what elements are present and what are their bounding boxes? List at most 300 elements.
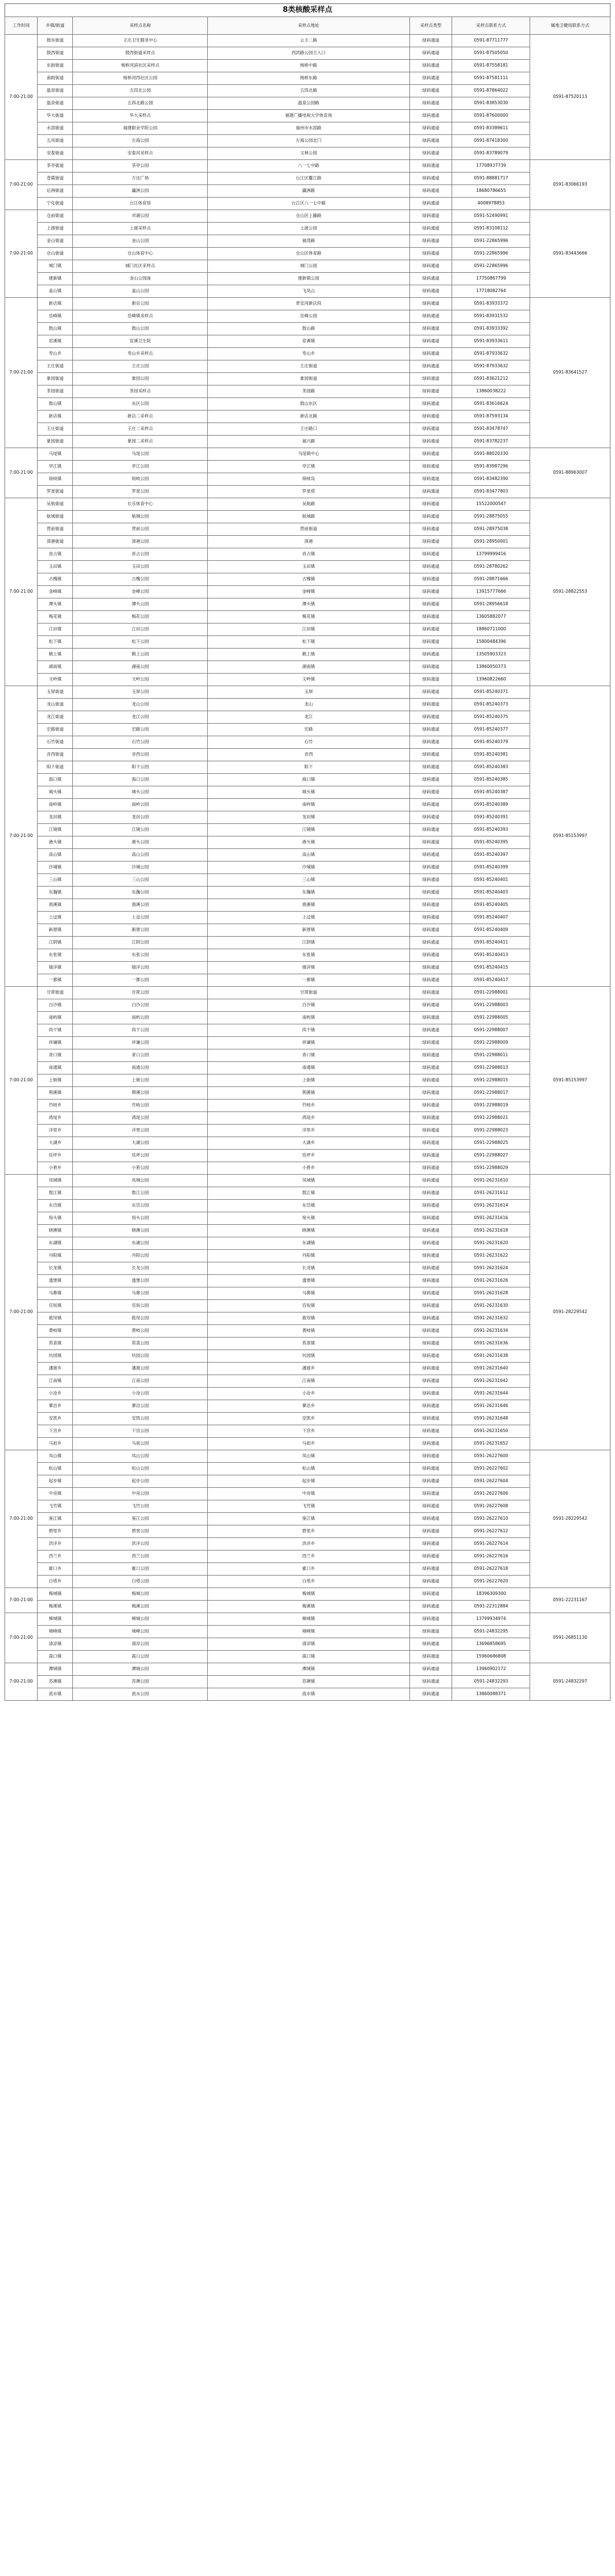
site-address-cell: 透堡镇 bbox=[207, 1275, 409, 1287]
site-address-cell: 丹阳镇 bbox=[207, 1250, 409, 1262]
town-cell: 茶园街道 bbox=[38, 385, 73, 398]
site-type-cell: 绿码通道 bbox=[409, 1676, 452, 1688]
town-cell: 凤城镇 bbox=[38, 1175, 73, 1187]
site-name-cell: 文岭公园 bbox=[73, 674, 207, 686]
table-row bbox=[5, 824, 610, 836]
site-address-cell: 南通镇 bbox=[207, 1062, 409, 1074]
town-cell: 玉屏街道 bbox=[38, 686, 73, 699]
site-name-cell: 城门社区采样点 bbox=[73, 260, 207, 273]
site-phone-cell: 0591-26231644 bbox=[452, 1388, 530, 1400]
site-phone-cell: 0591-26231610 bbox=[452, 1175, 530, 1187]
site-type-cell: 绿码通道 bbox=[409, 473, 452, 486]
site-name-cell: 潘渡公园 bbox=[73, 1363, 207, 1375]
site-name-cell: 一都公园 bbox=[73, 974, 207, 987]
site-phone-cell: 0591-85240389 bbox=[452, 799, 530, 811]
site-name-cell: 敖江公园 bbox=[73, 1187, 207, 1200]
table-row bbox=[5, 511, 610, 523]
town-cell: 鸿尾乡 bbox=[38, 1112, 73, 1125]
site-name-cell: 航城公园 bbox=[73, 511, 207, 523]
site-phone-cell: 13799999416 bbox=[452, 548, 530, 561]
site-type-cell: 绿码通道 bbox=[409, 160, 452, 173]
site-address-cell: 茶园路 bbox=[207, 385, 409, 398]
site-type-cell: 绿码通道 bbox=[409, 661, 452, 674]
site-phone-cell: 0591-22865996 bbox=[452, 260, 530, 273]
site-type-cell: 绿码通道 bbox=[409, 1363, 452, 1375]
table-row bbox=[5, 924, 610, 937]
table-row bbox=[5, 1338, 610, 1350]
site-phone-cell: 0591-83108112 bbox=[452, 223, 530, 235]
site-type-cell: 绿码通道 bbox=[409, 836, 452, 849]
town-cell: 西兰乡 bbox=[38, 1550, 73, 1563]
town-cell: 马尾镇 bbox=[38, 448, 73, 461]
site-name-cell: 五四北路公园 bbox=[73, 97, 207, 110]
town-cell: 岳峰镇 bbox=[38, 310, 73, 323]
work-time-cell: 7:00-21:00 bbox=[5, 1588, 38, 1613]
site-phone-cell: 0591-28956618 bbox=[452, 598, 530, 611]
site-phone-cell: 0591-87418300 bbox=[452, 135, 530, 147]
site-phone-cell: 17708937739 bbox=[452, 160, 530, 173]
site-name-cell: 梅溪公园 bbox=[73, 1601, 207, 1613]
site-phone-cell: 0591-22988019 bbox=[452, 1100, 530, 1112]
table-row bbox=[5, 198, 610, 210]
town-cell: 象园街道 bbox=[38, 436, 73, 448]
site-type-cell: 绿码通道 bbox=[409, 987, 452, 999]
site-phone-cell: 0591-83389611 bbox=[452, 122, 530, 135]
site-name-cell: 潭头公园 bbox=[73, 598, 207, 611]
site-name-cell: 荆溪公园 bbox=[73, 1087, 207, 1100]
town-cell: 文岭镇 bbox=[38, 674, 73, 686]
site-phone-cell: 0591-26231632 bbox=[452, 1312, 530, 1325]
site-phone-cell: 0591-83616624 bbox=[452, 398, 530, 411]
table-row bbox=[5, 611, 610, 624]
site-type-cell: 绿码通道 bbox=[409, 1062, 452, 1074]
site-name-cell: 江南公园 bbox=[73, 1375, 207, 1388]
site-address-cell: 瀛洲路 bbox=[207, 185, 409, 198]
site-phone-cell: 0591-26227620 bbox=[452, 1576, 530, 1588]
site-phone-cell: 13505903323 bbox=[452, 649, 530, 661]
site-name-cell: 鹤上公园 bbox=[73, 649, 207, 661]
table-row bbox=[5, 1463, 610, 1475]
site-name-cell: 万达广场 bbox=[73, 173, 207, 185]
site-name-cell: 王庄公园 bbox=[73, 360, 207, 373]
site-address-cell: 南岭镇 bbox=[207, 799, 409, 811]
site-type-cell: 绿码通道 bbox=[409, 1601, 452, 1613]
site-type-cell: 绿码通道 bbox=[409, 1413, 452, 1425]
site-phone-cell: 0591-85240395 bbox=[452, 836, 530, 849]
site-phone-cell: 0591-26227602 bbox=[452, 1463, 530, 1475]
site-address-cell: 小沧乡 bbox=[207, 1388, 409, 1400]
table-row bbox=[5, 987, 610, 999]
site-type-cell: 绿码通道 bbox=[409, 260, 452, 273]
site-address-cell: 潭城镇 bbox=[207, 1663, 409, 1676]
site-type-cell: 绿码通道 bbox=[409, 636, 452, 649]
site-name-cell: 寿山乡采样点 bbox=[73, 348, 207, 360]
site-type-cell: 绿码通道 bbox=[409, 1250, 452, 1262]
site-address-cell: 杨桥东路 bbox=[207, 72, 409, 85]
site-name-cell: 飞竹公园 bbox=[73, 1500, 207, 1513]
health-bureau-phone-cell: 0591-28229542 bbox=[530, 1450, 610, 1588]
table-row bbox=[5, 1275, 610, 1287]
site-phone-cell: 0591-85240411 bbox=[452, 937, 530, 949]
site-name-cell: 清凉公园 bbox=[73, 1638, 207, 1651]
site-name-cell: 大湖公园 bbox=[73, 1137, 207, 1150]
town-cell: 安凯乡 bbox=[38, 1413, 73, 1425]
site-type-cell: 绿码通道 bbox=[409, 235, 452, 248]
site-type-cell: 绿码通道 bbox=[409, 135, 452, 147]
table-row bbox=[5, 348, 610, 360]
site-name-cell: 长龙公园 bbox=[73, 1262, 207, 1275]
town-cell: 镜洋镇 bbox=[38, 962, 73, 974]
site-name-cell: 王庄卫生服务中心 bbox=[73, 35, 207, 47]
town-cell: 王庄街道 bbox=[38, 360, 73, 373]
site-address-cell: 安凯乡 bbox=[207, 1413, 409, 1425]
site-type-cell: 绿码通道 bbox=[409, 1350, 452, 1363]
site-address-cell: 起步镇 bbox=[207, 1475, 409, 1488]
town-cell: 晓澳镇 bbox=[38, 1225, 73, 1237]
site-address-cell: 飞竹镇 bbox=[207, 1500, 409, 1513]
site-address-cell: 白塔乡 bbox=[207, 1576, 409, 1588]
site-address-cell: 吴航路 bbox=[207, 498, 409, 511]
table-row bbox=[5, 1601, 610, 1613]
site-address-cell: 杨桥中路 bbox=[207, 60, 409, 72]
town-cell: 五凤街道 bbox=[38, 135, 73, 147]
site-phone-cell: 13860038222 bbox=[452, 385, 530, 398]
site-phone-cell: 0591-22988017 bbox=[452, 1087, 530, 1100]
site-name-cell: 梅花公园 bbox=[73, 611, 207, 624]
table-row bbox=[5, 887, 610, 899]
town-cell: 高山镇 bbox=[38, 849, 73, 862]
site-phone-cell: 0591-22988007 bbox=[452, 1024, 530, 1037]
site-address-cell: 东张镇 bbox=[207, 949, 409, 962]
site-type-cell: 绿码通道 bbox=[409, 385, 452, 398]
table-row bbox=[5, 498, 610, 511]
site-phone-cell: 13960822660 bbox=[452, 674, 530, 686]
town-cell: 白沙镇 bbox=[38, 999, 73, 1012]
table-row bbox=[5, 1388, 610, 1400]
site-address-cell: 海口镇 bbox=[207, 774, 409, 786]
site-address-cell: 一都镇 bbox=[207, 974, 409, 987]
site-address-cell: 晓澳镇 bbox=[207, 1225, 409, 1237]
site-name-cell: 瀛洲公园 bbox=[73, 185, 207, 198]
site-name-cell: 安凯公园 bbox=[73, 1413, 207, 1425]
table-row bbox=[5, 761, 610, 774]
site-address-cell: 坑园镇 bbox=[207, 1350, 409, 1363]
town-cell: 甘蔗街道 bbox=[38, 987, 73, 999]
table-row bbox=[5, 724, 610, 736]
site-phone-cell: 0591-26231646 bbox=[452, 1400, 530, 1413]
site-type-cell: 绿码通道 bbox=[409, 887, 452, 899]
site-name-cell: 新店二采样点 bbox=[73, 411, 207, 423]
town-cell: 安泰街道 bbox=[38, 147, 73, 160]
work-time-cell: 7:00-21:00 bbox=[5, 1450, 38, 1588]
site-name-cell: 官坂公园 bbox=[73, 1300, 207, 1312]
site-name-cell: 亭江公园 bbox=[73, 461, 207, 473]
town-cell: 宁化街道 bbox=[38, 198, 73, 210]
site-phone-cell: 0591-28871666 bbox=[452, 573, 530, 586]
town-cell: 阳下街道 bbox=[38, 761, 73, 774]
table-row bbox=[5, 1287, 610, 1300]
town-cell: 港头镇 bbox=[38, 836, 73, 849]
table-row bbox=[5, 1049, 610, 1062]
site-phone-cell: 0591-88020330 bbox=[452, 448, 530, 461]
site-name-cell: 江镜公园 bbox=[73, 824, 207, 836]
site-name-cell: 杨桥河滨社区采样点 bbox=[73, 60, 207, 72]
site-address-cell: 马祖乡 bbox=[207, 1438, 409, 1450]
site-address-cell: 城峰镇 bbox=[207, 1626, 409, 1638]
site-type-cell: 绿码通道 bbox=[409, 711, 452, 724]
site-phone-cell: 18680786655 bbox=[452, 185, 530, 198]
town-cell: 东街街道 bbox=[38, 60, 73, 72]
site-address-cell: 宦溪镇 bbox=[207, 335, 409, 348]
site-address-cell: 嵩口镇 bbox=[207, 1651, 409, 1663]
town-cell: 鼓东街道 bbox=[38, 35, 73, 47]
table-row bbox=[5, 1262, 610, 1275]
town-cell: 金峰镇 bbox=[38, 586, 73, 598]
table-row bbox=[5, 523, 610, 536]
site-type-cell: 绿码通道 bbox=[409, 1475, 452, 1488]
site-address-cell: 宏路 bbox=[207, 724, 409, 736]
site-address-cell: 马鼻镇 bbox=[207, 1287, 409, 1300]
site-type-cell: 绿码通道 bbox=[409, 486, 452, 498]
table-row bbox=[5, 874, 610, 887]
site-name-cell: 筱埕公园 bbox=[73, 1312, 207, 1325]
site-name-cell: 高山公园 bbox=[73, 849, 207, 862]
site-name-cell: 鸿尾公园 bbox=[73, 1112, 207, 1125]
site-phone-cell: 15522000547 bbox=[452, 498, 530, 511]
health-bureau-phone-cell: 0591-83641527 bbox=[530, 298, 610, 448]
work-time-cell: 7:00-21:00 bbox=[5, 1175, 38, 1450]
town-cell: 起步镇 bbox=[38, 1475, 73, 1488]
site-address-cell: 仓山区体育路 bbox=[207, 248, 409, 260]
site-address-cell: 福湾路 bbox=[207, 235, 409, 248]
table-row bbox=[5, 173, 610, 185]
table-row bbox=[5, 1137, 610, 1150]
site-type-cell: 绿码通道 bbox=[409, 1262, 452, 1275]
work-time-cell: 7:00-21:00 bbox=[5, 298, 38, 448]
site-address-cell: 琯头镇 bbox=[207, 1212, 409, 1225]
town-cell: 竹岐乡 bbox=[38, 1100, 73, 1112]
site-phone-cell: 0591-85240407 bbox=[452, 912, 530, 924]
table-row bbox=[5, 373, 610, 385]
town-cell: 坑园镇 bbox=[38, 1350, 73, 1363]
site-name-cell: 丹阳公园 bbox=[73, 1250, 207, 1262]
table-row bbox=[5, 799, 610, 811]
site-phone-cell: 0591-83853030 bbox=[452, 97, 530, 110]
table-row bbox=[5, 360, 610, 373]
site-type-cell: 绿码通道 bbox=[409, 586, 452, 598]
site-phone-cell: 0591-87600000 bbox=[452, 110, 530, 122]
site-phone-cell: 0591-85240417 bbox=[452, 974, 530, 987]
site-address-cell: 象园街道 bbox=[207, 373, 409, 385]
site-address-cell: 上渡公园 bbox=[207, 223, 409, 235]
site-address-cell: 清凉镇 bbox=[207, 1638, 409, 1651]
site-phone-cell: 0591-26231638 bbox=[452, 1350, 530, 1363]
site-phone-cell: 0591-28950001 bbox=[452, 536, 530, 548]
table-row bbox=[5, 1375, 610, 1388]
table-row bbox=[5, 285, 610, 298]
site-phone-cell: 0591-22988011 bbox=[452, 1049, 530, 1062]
town-cell: 南岭镇 bbox=[38, 799, 73, 811]
site-type-cell: 绿码通道 bbox=[409, 1049, 452, 1062]
site-type-cell: 绿码通道 bbox=[409, 1576, 452, 1588]
table-row bbox=[5, 461, 610, 473]
site-phone-cell: 0591-85240409 bbox=[452, 924, 530, 937]
table-row bbox=[5, 323, 610, 335]
site-type-cell: 绿码通道 bbox=[409, 1425, 452, 1438]
site-type-cell: 绿码通道 bbox=[409, 1638, 452, 1651]
site-name-cell: 南通公园 bbox=[73, 1062, 207, 1074]
site-address-cell: 八一七中路 bbox=[207, 160, 409, 173]
site-phone-cell: 0591-22988023 bbox=[452, 1125, 530, 1137]
table-row bbox=[5, 999, 610, 1012]
table-row bbox=[5, 1363, 610, 1375]
site-name-cell: 上渡采样点 bbox=[73, 223, 207, 235]
table-row bbox=[5, 711, 610, 724]
town-cell: 建新镇 bbox=[38, 273, 73, 285]
site-address-cell: 三山镇 bbox=[207, 874, 409, 887]
site-address-cell: 音西 bbox=[207, 749, 409, 761]
site-phone-cell: 15960686808 bbox=[452, 1651, 530, 1663]
site-type-cell: 绿码通道 bbox=[409, 1212, 452, 1225]
work-time-cell: 7:00-21:00 bbox=[5, 686, 38, 987]
site-name-cell: 左海公园 bbox=[73, 135, 207, 147]
town-cell: 碧里乡 bbox=[38, 1525, 73, 1538]
work-time-cell: 7:00-21:00 bbox=[5, 498, 38, 686]
site-address-cell: 福州市水部路 bbox=[207, 122, 409, 135]
site-name-cell: 湖南公园 bbox=[73, 661, 207, 674]
site-address-cell: 高山镇 bbox=[207, 849, 409, 862]
site-name-cell: 城头公园 bbox=[73, 786, 207, 799]
site-address-cell: 阳下 bbox=[207, 761, 409, 774]
table-row bbox=[5, 899, 610, 912]
site-type-cell: 绿码通道 bbox=[409, 335, 452, 348]
site-phone-cell: 0591-26231628 bbox=[452, 1287, 530, 1300]
site-type-cell: 绿码通道 bbox=[409, 511, 452, 523]
site-name-cell: 马祖公园 bbox=[73, 1438, 207, 1450]
site-name-cell: 盖山公园 bbox=[73, 285, 207, 298]
town-cell: 流水镇 bbox=[38, 1688, 73, 1701]
site-phone-cell: 0591-22988015 bbox=[452, 1074, 530, 1087]
town-cell: 大湖乡 bbox=[38, 1137, 73, 1150]
town-cell: 东湖镇 bbox=[38, 1237, 73, 1250]
health-bureau-phone-cell: 0591-26851130 bbox=[530, 1613, 610, 1663]
site-phone-cell: 17718082764 bbox=[452, 285, 530, 298]
site-address-cell: 鸿尾乡 bbox=[207, 1112, 409, 1125]
town-cell: 新厝镇 bbox=[38, 924, 73, 937]
site-phone-cell: 0591-85240387 bbox=[452, 786, 530, 799]
town-cell: 江镜镇 bbox=[38, 824, 73, 836]
site-address-cell: 洋里乡 bbox=[207, 1125, 409, 1137]
site-name-cell: 音西公园 bbox=[73, 749, 207, 761]
site-address-cell: 梅花镇 bbox=[207, 611, 409, 624]
site-name-cell: 宦溪卫生院 bbox=[73, 335, 207, 348]
site-address-cell: 碧里乡 bbox=[207, 1525, 409, 1538]
site-address-cell: 蓼沿乡 bbox=[207, 1400, 409, 1413]
site-type-cell: 绿码通道 bbox=[409, 724, 452, 736]
table-row bbox=[5, 35, 610, 47]
site-type-cell: 绿码通道 bbox=[409, 398, 452, 411]
site-phone-cell: 0591-24832295 bbox=[452, 1626, 530, 1638]
site-name-cell: 台江体育馆 bbox=[73, 198, 207, 210]
table-row bbox=[5, 1525, 610, 1538]
site-type-cell: 绿码通道 bbox=[409, 1287, 452, 1300]
header-cell: 采样点地址 bbox=[207, 17, 409, 35]
site-name-cell: 仓山体育中心 bbox=[73, 248, 207, 260]
site-type-cell: 绿码通道 bbox=[409, 1200, 452, 1212]
table-row bbox=[5, 1074, 610, 1087]
site-address-cell: 甘蔗街道 bbox=[207, 987, 409, 999]
site-name-cell: 苔菉公园 bbox=[73, 1338, 207, 1350]
site-type-cell: 绿码通道 bbox=[409, 273, 452, 285]
table-row bbox=[5, 1250, 610, 1262]
town-cell: 梅花镇 bbox=[38, 611, 73, 624]
site-phone-cell: 0591-24832293 bbox=[452, 1676, 530, 1688]
site-name-cell: 漳港公园 bbox=[73, 536, 207, 548]
site-name-cell: 晓澳公园 bbox=[73, 1225, 207, 1237]
table-row bbox=[5, 1588, 610, 1601]
site-phone-cell: 0591-26227614 bbox=[452, 1538, 530, 1550]
site-phone-cell: 0591-22988005 bbox=[452, 1012, 530, 1024]
site-phone-cell: 0591-26231630 bbox=[452, 1300, 530, 1312]
site-address-cell: 官坂镇 bbox=[207, 1300, 409, 1312]
table-row bbox=[5, 786, 610, 799]
health-bureau-phone-cell: 0591-24832297 bbox=[530, 1663, 610, 1701]
site-name-cell: 凤城公园 bbox=[73, 1175, 207, 1187]
table-row bbox=[5, 1538, 610, 1550]
health-bureau-phone-cell: 0591-87520113 bbox=[530, 35, 610, 160]
site-address-cell: 镜洋镇 bbox=[207, 962, 409, 974]
header-cell: 工作时间 bbox=[5, 17, 38, 35]
site-type-cell: 绿码通道 bbox=[409, 1237, 452, 1250]
town-cell: 苍霞街道 bbox=[38, 173, 73, 185]
town-cell: 清凉镇 bbox=[38, 1638, 73, 1651]
site-address-cell: 小箬乡 bbox=[207, 1162, 409, 1175]
site-address-cell: 城头镇 bbox=[207, 786, 409, 799]
site-type-cell: 绿码通道 bbox=[409, 598, 452, 611]
town-cell: 祥谦镇 bbox=[38, 1037, 73, 1049]
site-phone-cell: 0591-85240379 bbox=[452, 736, 530, 749]
site-phone-cell: 18860711000 bbox=[452, 624, 530, 636]
table-row bbox=[5, 1175, 610, 1187]
site-address-cell: 新厝镇 bbox=[207, 924, 409, 937]
table-row bbox=[5, 160, 610, 173]
town-cell: 廷坪乡 bbox=[38, 1150, 73, 1162]
site-name-cell: 小沧公园 bbox=[73, 1388, 207, 1400]
town-cell: 丹阳镇 bbox=[38, 1250, 73, 1262]
header-cell: 采样点名称 bbox=[73, 17, 207, 35]
town-cell: 龙山街道 bbox=[38, 699, 73, 711]
site-type-cell: 绿码通道 bbox=[409, 523, 452, 536]
site-phone-cell: 0591-26231616 bbox=[452, 1212, 530, 1225]
table-row bbox=[5, 1688, 610, 1701]
table-row bbox=[5, 1438, 610, 1450]
table-row bbox=[5, 1112, 610, 1125]
site-name-cell: 对湖公园 bbox=[73, 210, 207, 223]
site-type-cell: 绿码通道 bbox=[409, 999, 452, 1012]
header-cell: 采样点联系方式 bbox=[452, 17, 530, 35]
site-address-cell: 黄岐镇 bbox=[207, 1325, 409, 1338]
site-name-cell: 东岱公园 bbox=[73, 1200, 207, 1212]
table-row bbox=[5, 298, 610, 310]
table-body bbox=[5, 35, 610, 1701]
site-phone-cell: 0591-26227610 bbox=[452, 1513, 530, 1525]
site-phone-cell: 0591-28975038 bbox=[452, 523, 530, 536]
site-type-cell: 绿码通道 bbox=[409, 1513, 452, 1525]
town-cell: 漳港街道 bbox=[38, 536, 73, 548]
site-type-cell: 绿码通道 bbox=[409, 1125, 452, 1137]
site-name-cell: 茶园采样点 bbox=[73, 385, 207, 398]
site-type-cell: 绿码通道 bbox=[409, 561, 452, 573]
